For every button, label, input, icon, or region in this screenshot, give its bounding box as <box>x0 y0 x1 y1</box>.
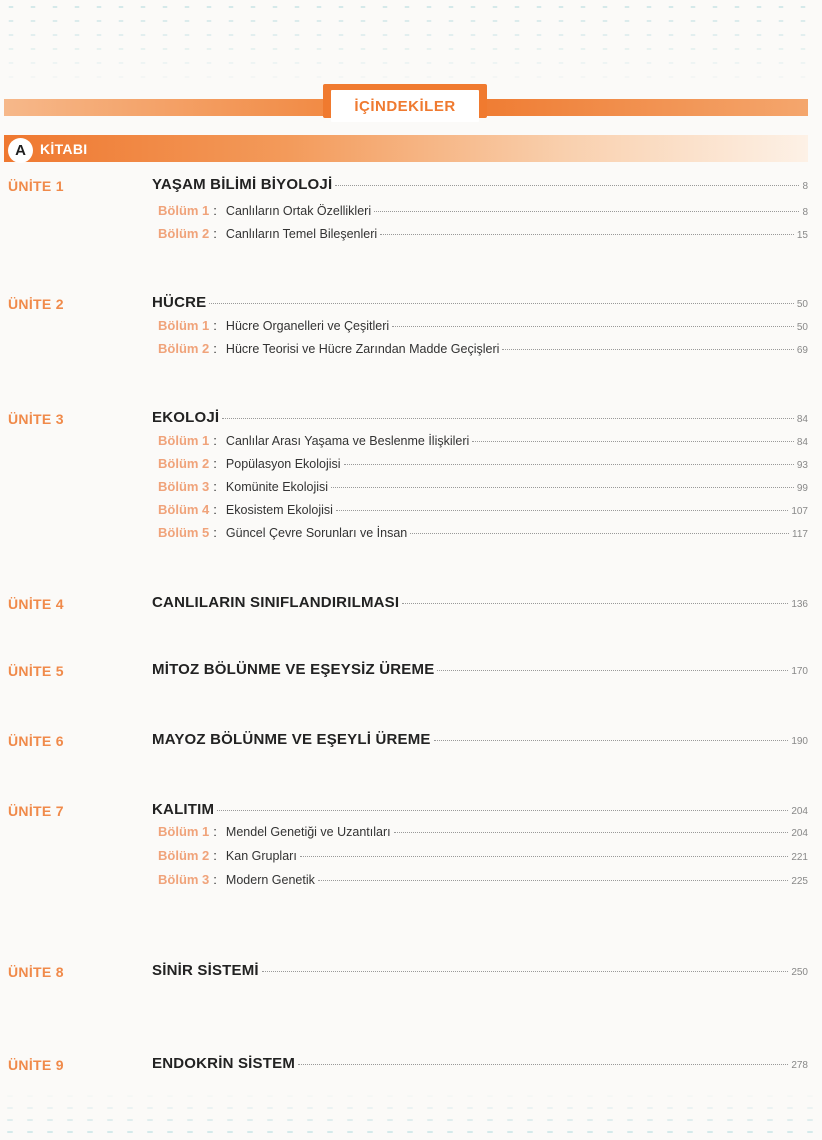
label-separator: : <box>213 848 217 863</box>
page-number: 170 <box>791 666 808 677</box>
section-title: Canlıların Temel Bileşenleri <box>225 227 378 241</box>
section-title: Mendel Genetiği ve Uzantıları <box>225 825 391 839</box>
dot-leader <box>262 971 789 972</box>
dot-leader <box>380 234 794 235</box>
label-separator: : <box>213 433 217 448</box>
unit-title: MAYOZ BÖLÜNME VE EŞEYLİ ÜREME <box>152 731 431 748</box>
page-number: 204 <box>791 828 808 839</box>
toc-unit-row[interactable] <box>152 801 808 818</box>
label-separator: : <box>213 226 217 241</box>
page-number: 84 <box>796 414 808 425</box>
section-label: Bölüm 5 <box>158 525 210 540</box>
section-label: Bölüm 1 <box>158 318 210 333</box>
toc-section-row[interactable] <box>158 502 808 517</box>
section-title: Canlılar Arası Yaşama ve Beslenme İlişkileri <box>225 434 470 448</box>
section-title: Modern Genetik <box>225 873 315 887</box>
section-label: Bölüm 2 <box>158 341 210 356</box>
section-label: Bölüm 2 <box>158 226 210 241</box>
page-number: 136 <box>791 599 808 610</box>
toc-unit-row[interactable] <box>152 176 808 193</box>
label-separator: : <box>213 479 217 494</box>
section-title: Hücre Teorisi ve Hücre Zarından Madde Geçişleri <box>225 342 500 356</box>
unit-label: ÜNİTE 9 <box>8 1057 64 1073</box>
unit-label: ÜNİTE 6 <box>8 733 64 749</box>
toc-unit-row[interactable] <box>152 962 808 979</box>
unit-label: ÜNİTE 8 <box>8 964 64 980</box>
toc-section-row[interactable] <box>158 318 808 333</box>
toc-unit-row[interactable] <box>152 731 808 748</box>
dot-leader <box>344 464 794 465</box>
dot-leader <box>434 740 789 741</box>
label-separator: : <box>213 203 217 218</box>
section-title: Popülasyon Ekolojisi <box>225 457 341 471</box>
dot-leader <box>472 441 794 442</box>
section-title: Komünite Ekolojisi <box>225 480 329 494</box>
page-number: 250 <box>791 967 808 978</box>
page-number: 204 <box>791 806 808 817</box>
dot-leader <box>392 326 794 327</box>
unit-label: ÜNİTE 2 <box>8 296 64 312</box>
decorative-pattern-top <box>0 0 822 92</box>
page-number: 278 <box>791 1060 808 1071</box>
toc-section-row[interactable] <box>158 203 808 218</box>
page-number: 117 <box>792 529 808 540</box>
toc-unit-row[interactable] <box>152 1055 808 1072</box>
section-title: Canlıların Ortak Özellikleri <box>225 204 372 218</box>
section-label: Bölüm 3 <box>158 872 210 887</box>
unit-title: CANLILARIN SINIFLANDIRILMASI <box>152 594 400 611</box>
dot-leader <box>437 670 788 671</box>
toc-section-row[interactable] <box>158 525 808 540</box>
dot-leader <box>374 211 799 212</box>
section-title: Kan Grupları <box>225 849 297 863</box>
unit-title: SİNİR SİSTEMİ <box>152 962 259 979</box>
unit-title: MİTOZ BÖLÜNME VE EŞEYSİZ ÜREME <box>152 661 435 678</box>
section-label: Bölüm 2 <box>158 456 210 471</box>
unit-label: ÜNİTE 3 <box>8 411 64 427</box>
book-section-bar <box>4 135 808 162</box>
section-title: Güncel Çevre Sorunları ve İnsan <box>225 526 408 540</box>
page-number: 107 <box>791 506 808 517</box>
page-number: 8 <box>802 207 808 218</box>
section-label: Bölüm 3 <box>158 479 210 494</box>
toc-section-row[interactable] <box>158 479 808 494</box>
toc-section-row[interactable] <box>158 824 808 839</box>
dot-leader <box>318 880 788 881</box>
decorative-pattern-bottom <box>0 1090 822 1140</box>
toc-unit-row[interactable] <box>152 409 808 426</box>
dot-leader <box>217 810 788 811</box>
section-label: Bölüm 2 <box>158 848 210 863</box>
label-separator: : <box>213 525 217 540</box>
dot-leader <box>402 603 788 604</box>
unit-title: KALITIM <box>152 801 215 818</box>
page-number: 99 <box>796 483 808 494</box>
unit-title: YAŞAM BİLİMİ BİYOLOJİ <box>152 176 333 193</box>
label-separator: : <box>213 456 217 471</box>
unit-label: ÜNİTE 1 <box>8 178 64 194</box>
dot-leader <box>209 303 794 304</box>
page-number: 190 <box>791 736 808 747</box>
unit-title: HÜCRE <box>152 294 207 311</box>
section-label: Bölüm 4 <box>158 502 210 517</box>
dot-leader <box>300 856 789 857</box>
toc-unit-row[interactable] <box>152 294 808 311</box>
unit-title: EKOLOJİ <box>152 409 220 426</box>
dot-leader <box>335 185 799 186</box>
page-number: 50 <box>796 299 808 310</box>
toc-section-row[interactable] <box>158 872 808 887</box>
dot-leader <box>394 832 789 833</box>
section-title: Ekosistem Ekolojisi <box>225 503 333 517</box>
label-separator: : <box>213 824 217 839</box>
page-number: 221 <box>791 852 808 863</box>
unit-label: ÜNİTE 7 <box>8 803 64 819</box>
dot-leader <box>222 418 794 419</box>
unit-label: ÜNİTE 5 <box>8 663 64 679</box>
unit-label: ÜNİTE 4 <box>8 596 64 612</box>
label-separator: : <box>213 341 217 356</box>
label-separator: : <box>213 872 217 887</box>
section-title: Hücre Organelleri ve Çeşitleri <box>225 319 390 333</box>
toc-section-row[interactable] <box>158 433 808 448</box>
toc-section-row[interactable] <box>158 226 808 241</box>
label-separator: : <box>213 318 217 333</box>
unit-title: ENDOKRİN SİSTEM <box>152 1055 296 1072</box>
book-label: KİTABI <box>40 141 88 157</box>
section-label: Bölüm 1 <box>158 203 210 218</box>
toc-section-row[interactable] <box>158 848 808 863</box>
page-title: İÇİNDEKİLER <box>331 90 479 122</box>
page-number: 69 <box>796 345 808 356</box>
section-label: Bölüm 1 <box>158 433 210 448</box>
toc-section-row[interactable] <box>158 341 808 356</box>
dot-leader <box>331 487 794 488</box>
section-label: Bölüm 1 <box>158 824 210 839</box>
toc-section-row[interactable] <box>158 456 808 471</box>
dot-leader <box>410 533 789 534</box>
toc-unit-row[interactable] <box>152 661 808 678</box>
label-separator: : <box>213 502 217 517</box>
page-number: 15 <box>796 230 808 241</box>
dot-leader <box>298 1064 788 1065</box>
page-number: 93 <box>796 460 808 471</box>
page-number: 50 <box>796 322 808 333</box>
dot-leader <box>336 510 788 511</box>
page-number: 84 <box>796 437 808 448</box>
page-number: 8 <box>802 181 808 192</box>
book-letter-badge: A <box>8 138 33 163</box>
dot-leader <box>502 349 793 350</box>
page-number: 225 <box>791 876 808 887</box>
toc-unit-row[interactable] <box>152 594 808 611</box>
